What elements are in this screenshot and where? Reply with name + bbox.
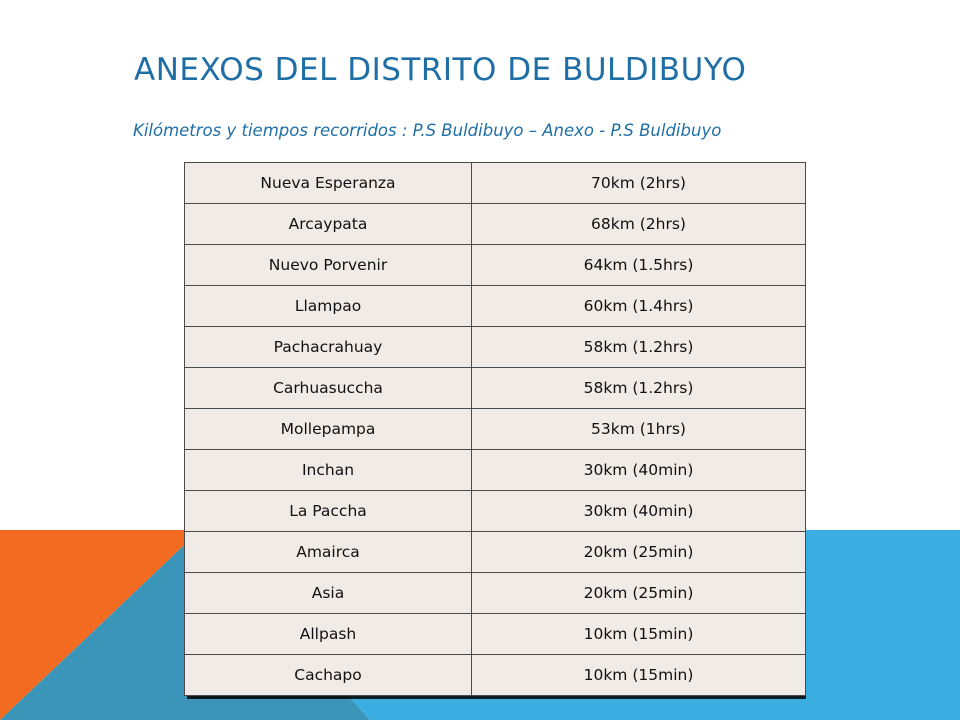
distance-time-cell: 60km (1.4hrs)	[472, 286, 806, 327]
table-row	[185, 532, 806, 573]
annex-name-cell: Carhuasuccha	[185, 368, 472, 409]
distance-time-cell: 30km (40min)	[472, 450, 806, 491]
distance-time-cell: 64km (1.5hrs)	[472, 245, 806, 286]
table-row	[185, 286, 806, 327]
annex-name-cell: La Paccha	[185, 491, 472, 532]
table-row	[185, 204, 806, 245]
slide-subtitle: Kilómetros y tiempos recorridos : P.S Buldibuyo – Anexo - P.S Buldibuyo	[133, 121, 722, 140]
table-row	[185, 327, 806, 368]
annex-name-cell: Allpash	[185, 614, 472, 655]
annex-name-cell: Llampao	[185, 286, 472, 327]
table-row	[185, 450, 806, 491]
slide-title: ANEXOS DEL DISTRITO DE BULDIBUYO	[134, 52, 747, 88]
annex-name-cell: Pachacrahuay	[185, 327, 472, 368]
table-row	[185, 163, 806, 204]
distance-time-cell: 58km (1.2hrs)	[472, 368, 806, 409]
annex-name-cell: Nuevo Porvenir	[185, 245, 472, 286]
distance-time-cell: 70km (2hrs)	[472, 163, 806, 204]
table-row	[185, 368, 806, 409]
annex-name-cell: Amairca	[185, 532, 472, 573]
distance-time-cell: 20km (25min)	[472, 532, 806, 573]
annex-name-cell: Inchan	[185, 450, 472, 491]
distance-time-cell: 10km (15min)	[472, 614, 806, 655]
annex-table-container	[184, 162, 803, 696]
table-row	[185, 614, 806, 655]
table-row	[185, 491, 806, 532]
distance-time-cell: 20km (25min)	[472, 573, 806, 614]
distance-time-cell: 58km (1.2hrs)	[472, 327, 806, 368]
distance-time-cell: 10km (15min)	[472, 655, 806, 696]
annex-name-cell: Arcaypata	[185, 204, 472, 245]
annex-name-cell: Asia	[185, 573, 472, 614]
annex-table	[184, 162, 806, 696]
annex-name-cell: Cachapo	[185, 655, 472, 696]
table-row	[185, 655, 806, 696]
distance-time-cell: 68km (2hrs)	[472, 204, 806, 245]
annex-name-cell: Nueva Esperanza	[185, 163, 472, 204]
annex-name-cell: Mollepampa	[185, 409, 472, 450]
distance-time-cell: 30km (40min)	[472, 491, 806, 532]
table-row	[185, 573, 806, 614]
table-row	[185, 409, 806, 450]
distance-time-cell: 53km (1hrs)	[472, 409, 806, 450]
table-row	[185, 245, 806, 286]
